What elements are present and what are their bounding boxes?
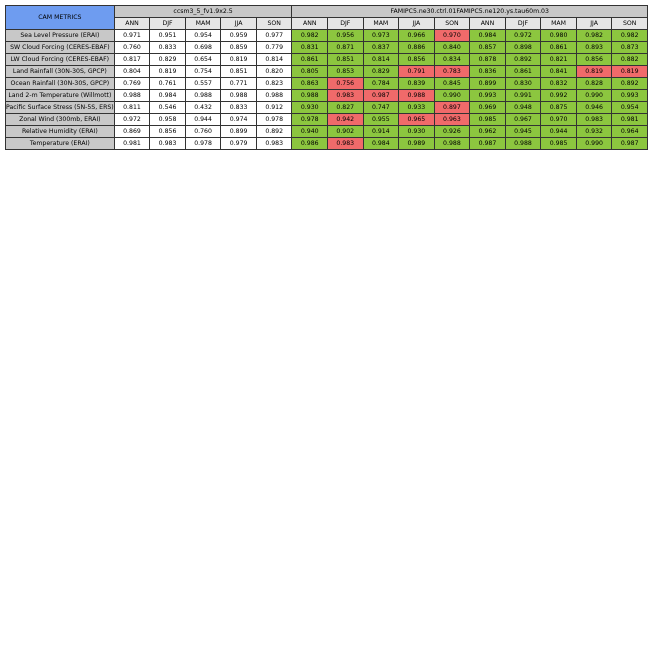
row-label: Temperature (ERAI) bbox=[6, 138, 115, 150]
metric-cell: 0.557 bbox=[185, 78, 221, 90]
season-header-son: SON bbox=[256, 18, 292, 30]
metric-cell: 0.988 bbox=[434, 138, 470, 150]
table-row bbox=[6, 78, 648, 90]
metric-cell: 0.817 bbox=[114, 54, 150, 66]
metric-cell: 0.432 bbox=[185, 102, 221, 114]
metric-cell: 0.990 bbox=[434, 90, 470, 102]
metric-cell: 0.988 bbox=[114, 90, 150, 102]
metric-cell: 0.940 bbox=[292, 126, 328, 138]
metric-cell: 0.932 bbox=[576, 126, 612, 138]
metric-cell: 0.956 bbox=[328, 30, 364, 42]
metric-cell: 0.989 bbox=[399, 138, 435, 150]
metric-cell: 0.969 bbox=[470, 102, 506, 114]
metric-cell: 0.983 bbox=[576, 114, 612, 126]
metric-cell: 0.912 bbox=[256, 102, 292, 114]
metric-cell: 0.988 bbox=[292, 90, 328, 102]
metric-cell: 0.983 bbox=[256, 138, 292, 150]
metric-cell: 0.829 bbox=[363, 66, 399, 78]
metric-cell: 0.991 bbox=[505, 90, 541, 102]
season-header-ann: ANN bbox=[470, 18, 506, 30]
metric-cell: 0.993 bbox=[612, 90, 648, 102]
metric-cell: 0.840 bbox=[434, 42, 470, 54]
metric-cell: 0.886 bbox=[399, 42, 435, 54]
metric-cell: 0.978 bbox=[292, 114, 328, 126]
season-header-jja: JJA bbox=[576, 18, 612, 30]
metric-cell: 0.987 bbox=[470, 138, 506, 150]
metric-cell: 0.899 bbox=[221, 126, 257, 138]
metric-cell: 0.981 bbox=[612, 114, 648, 126]
season-header-djf: DJF bbox=[505, 18, 541, 30]
season-header-son: SON bbox=[612, 18, 648, 30]
row-label: LW Cloud Forcing (CERES-EBAF) bbox=[6, 54, 115, 66]
metric-cell: 0.814 bbox=[256, 54, 292, 66]
metric-cell: 0.986 bbox=[292, 138, 328, 150]
metric-cell: 0.988 bbox=[256, 90, 292, 102]
metric-cell: 0.959 bbox=[221, 30, 257, 42]
metric-cell: 0.863 bbox=[292, 78, 328, 90]
metric-cell: 0.926 bbox=[434, 126, 470, 138]
metric-cell: 0.948 bbox=[505, 102, 541, 114]
metrics-table-container bbox=[5, 5, 648, 150]
metric-cell: 0.984 bbox=[363, 138, 399, 150]
season-header-jja: JJA bbox=[221, 18, 257, 30]
metric-cell: 0.892 bbox=[256, 126, 292, 138]
metric-cell: 0.944 bbox=[185, 114, 221, 126]
metric-cell: 0.985 bbox=[470, 114, 506, 126]
metric-cell: 0.892 bbox=[612, 78, 648, 90]
season-header-djf: DJF bbox=[150, 18, 186, 30]
metric-cell: 0.978 bbox=[185, 138, 221, 150]
metric-cell: 0.861 bbox=[541, 42, 577, 54]
metric-cell: 0.982 bbox=[292, 30, 328, 42]
row-label: Land Rainfall (30N-30S, GPCP) bbox=[6, 66, 115, 78]
metric-cell: 0.821 bbox=[541, 54, 577, 66]
metric-cell: 0.984 bbox=[470, 30, 506, 42]
metric-cell: 0.977 bbox=[256, 30, 292, 42]
metric-cell: 0.823 bbox=[256, 78, 292, 90]
metric-cell: 0.841 bbox=[541, 66, 577, 78]
metric-cell: 0.784 bbox=[363, 78, 399, 90]
metric-cell: 0.990 bbox=[576, 90, 612, 102]
metric-cell: 0.980 bbox=[541, 30, 577, 42]
row-label: Zonal Wind (300mb, ERAI) bbox=[6, 114, 115, 126]
row-label: Land 2-m Temperature (Willmott) bbox=[6, 90, 115, 102]
row-label: Relative Humidity (ERAI) bbox=[6, 126, 115, 138]
metric-cell: 0.945 bbox=[505, 126, 541, 138]
metric-cell: 0.892 bbox=[505, 54, 541, 66]
metric-cell: 0.942 bbox=[328, 114, 364, 126]
table-row bbox=[6, 114, 648, 126]
metric-cell: 0.972 bbox=[505, 30, 541, 42]
metric-cell: 0.978 bbox=[256, 114, 292, 126]
metric-cell: 0.804 bbox=[114, 66, 150, 78]
metric-cell: 0.930 bbox=[399, 126, 435, 138]
table-row bbox=[6, 138, 648, 150]
season-header-son: SON bbox=[434, 18, 470, 30]
model-header-1: ccsm3_5_fv1.9x2.5 bbox=[114, 6, 292, 18]
table-row bbox=[6, 102, 648, 114]
table-row bbox=[6, 90, 648, 102]
metric-cell: 0.829 bbox=[150, 54, 186, 66]
metric-cell: 0.964 bbox=[612, 126, 648, 138]
metric-cell: 0.875 bbox=[541, 102, 577, 114]
metric-cell: 0.982 bbox=[612, 30, 648, 42]
metric-cell: 0.992 bbox=[541, 90, 577, 102]
metric-cell: 0.972 bbox=[114, 114, 150, 126]
metric-cell: 0.988 bbox=[185, 90, 221, 102]
season-header-djf: DJF bbox=[328, 18, 364, 30]
metric-cell: 0.839 bbox=[399, 78, 435, 90]
metric-cell: 0.831 bbox=[292, 42, 328, 54]
metric-cell: 0.820 bbox=[256, 66, 292, 78]
metric-cell: 0.856 bbox=[150, 126, 186, 138]
metric-cell: 0.914 bbox=[363, 126, 399, 138]
metric-cell: 0.814 bbox=[363, 54, 399, 66]
metric-cell: 0.993 bbox=[470, 90, 506, 102]
metric-cell: 0.985 bbox=[541, 138, 577, 150]
metric-cell: 0.819 bbox=[150, 66, 186, 78]
metric-cell: 0.760 bbox=[114, 42, 150, 54]
metric-cell: 0.967 bbox=[505, 114, 541, 126]
metric-cell: 0.954 bbox=[612, 102, 648, 114]
metric-cell: 0.819 bbox=[221, 54, 257, 66]
metric-cell: 0.771 bbox=[221, 78, 257, 90]
table-row bbox=[6, 42, 648, 54]
metric-cell: 0.769 bbox=[114, 78, 150, 90]
metric-cell: 0.830 bbox=[505, 78, 541, 90]
table-row bbox=[6, 126, 648, 138]
metric-cell: 0.944 bbox=[541, 126, 577, 138]
metric-cell: 0.983 bbox=[328, 138, 364, 150]
metric-cell: 0.970 bbox=[434, 30, 470, 42]
metric-cell: 0.951 bbox=[150, 30, 186, 42]
metric-cell: 0.837 bbox=[363, 42, 399, 54]
row-label: Ocean Rainfall (30N-30S, GPCP) bbox=[6, 78, 115, 90]
season-header-mam: MAM bbox=[363, 18, 399, 30]
metric-cell: 0.856 bbox=[576, 54, 612, 66]
metric-cell: 0.987 bbox=[612, 138, 648, 150]
metric-cell: 0.933 bbox=[399, 102, 435, 114]
metric-cell: 0.783 bbox=[434, 66, 470, 78]
metric-cell: 0.851 bbox=[328, 54, 364, 66]
metric-cell: 0.974 bbox=[221, 114, 257, 126]
metric-cell: 0.990 bbox=[576, 138, 612, 150]
season-header-mam: MAM bbox=[185, 18, 221, 30]
season-header-jja: JJA bbox=[399, 18, 435, 30]
metric-cell: 0.756 bbox=[328, 78, 364, 90]
metric-cell: 0.869 bbox=[114, 126, 150, 138]
metric-cell: 0.760 bbox=[185, 126, 221, 138]
metrics-table bbox=[5, 5, 648, 150]
metric-cell: 0.966 bbox=[399, 30, 435, 42]
metric-cell: 0.984 bbox=[150, 90, 186, 102]
table-row bbox=[6, 54, 648, 66]
metric-cell: 0.955 bbox=[363, 114, 399, 126]
season-header-mam: MAM bbox=[541, 18, 577, 30]
metric-cell: 0.983 bbox=[328, 90, 364, 102]
metric-cell: 0.958 bbox=[150, 114, 186, 126]
metric-cell: 0.902 bbox=[328, 126, 364, 138]
row-label: SW Cloud Forcing (CERES-EBAF) bbox=[6, 42, 115, 54]
metric-cell: 0.761 bbox=[150, 78, 186, 90]
metric-cell: 0.930 bbox=[292, 102, 328, 114]
metric-cell: 0.819 bbox=[576, 66, 612, 78]
metrics-body bbox=[6, 30, 648, 150]
metric-cell: 0.805 bbox=[292, 66, 328, 78]
metric-cell: 0.836 bbox=[470, 66, 506, 78]
table-row bbox=[6, 30, 648, 42]
metric-cell: 0.845 bbox=[434, 78, 470, 90]
metric-cell: 0.982 bbox=[576, 30, 612, 42]
metric-cell: 0.754 bbox=[185, 66, 221, 78]
metric-cell: 0.811 bbox=[114, 102, 150, 114]
metric-cell: 0.988 bbox=[399, 90, 435, 102]
metric-cell: 0.833 bbox=[150, 42, 186, 54]
metric-cell: 0.698 bbox=[185, 42, 221, 54]
metric-cell: 0.857 bbox=[470, 42, 506, 54]
metric-cell: 0.859 bbox=[221, 42, 257, 54]
metric-cell: 0.988 bbox=[505, 138, 541, 150]
row-label: Sea Level Pressure (ERAI) bbox=[6, 30, 115, 42]
metric-cell: 0.851 bbox=[221, 66, 257, 78]
metric-cell: 0.834 bbox=[434, 54, 470, 66]
metric-cell: 0.899 bbox=[470, 78, 506, 90]
row-label: Pacific Surface Stress (5N-5S, ERS) bbox=[6, 102, 115, 114]
metric-cell: 0.965 bbox=[399, 114, 435, 126]
table-title: CAM METRICS bbox=[6, 6, 115, 30]
model-header-row bbox=[6, 6, 648, 18]
season-header-ann: ANN bbox=[114, 18, 150, 30]
metric-cell: 0.893 bbox=[576, 42, 612, 54]
metric-cell: 0.747 bbox=[363, 102, 399, 114]
metric-cell: 0.861 bbox=[292, 54, 328, 66]
metric-cell: 0.983 bbox=[150, 138, 186, 150]
metric-cell: 0.981 bbox=[114, 138, 150, 150]
metric-cell: 0.779 bbox=[256, 42, 292, 54]
metric-cell: 0.827 bbox=[328, 102, 364, 114]
metric-cell: 0.988 bbox=[221, 90, 257, 102]
metric-cell: 0.882 bbox=[612, 54, 648, 66]
metric-cell: 0.962 bbox=[470, 126, 506, 138]
metric-cell: 0.832 bbox=[541, 78, 577, 90]
metric-cell: 0.878 bbox=[470, 54, 506, 66]
metric-cell: 0.973 bbox=[363, 30, 399, 42]
season-header-ann: ANN bbox=[292, 18, 328, 30]
metric-cell: 0.819 bbox=[612, 66, 648, 78]
metric-cell: 0.897 bbox=[434, 102, 470, 114]
metric-cell: 0.898 bbox=[505, 42, 541, 54]
metric-cell: 0.873 bbox=[612, 42, 648, 54]
metric-cell: 0.987 bbox=[363, 90, 399, 102]
model-header-2: FAMIPC5.ne30.ctrl.01FAMIPC5.ne120.ys.tau60m.03 bbox=[292, 6, 648, 18]
metric-cell: 0.654 bbox=[185, 54, 221, 66]
metric-cell: 0.856 bbox=[399, 54, 435, 66]
metric-cell: 0.546 bbox=[150, 102, 186, 114]
metric-cell: 0.871 bbox=[328, 42, 364, 54]
metric-cell: 0.979 bbox=[221, 138, 257, 150]
metric-cell: 0.946 bbox=[576, 102, 612, 114]
metric-cell: 0.971 bbox=[114, 30, 150, 42]
metric-cell: 0.954 bbox=[185, 30, 221, 42]
metric-cell: 0.853 bbox=[328, 66, 364, 78]
metric-cell: 0.828 bbox=[576, 78, 612, 90]
metric-cell: 0.791 bbox=[399, 66, 435, 78]
metric-cell: 0.963 bbox=[434, 114, 470, 126]
metric-cell: 0.970 bbox=[541, 114, 577, 126]
metric-cell: 0.861 bbox=[505, 66, 541, 78]
table-row bbox=[6, 66, 648, 78]
metric-cell: 0.833 bbox=[221, 102, 257, 114]
